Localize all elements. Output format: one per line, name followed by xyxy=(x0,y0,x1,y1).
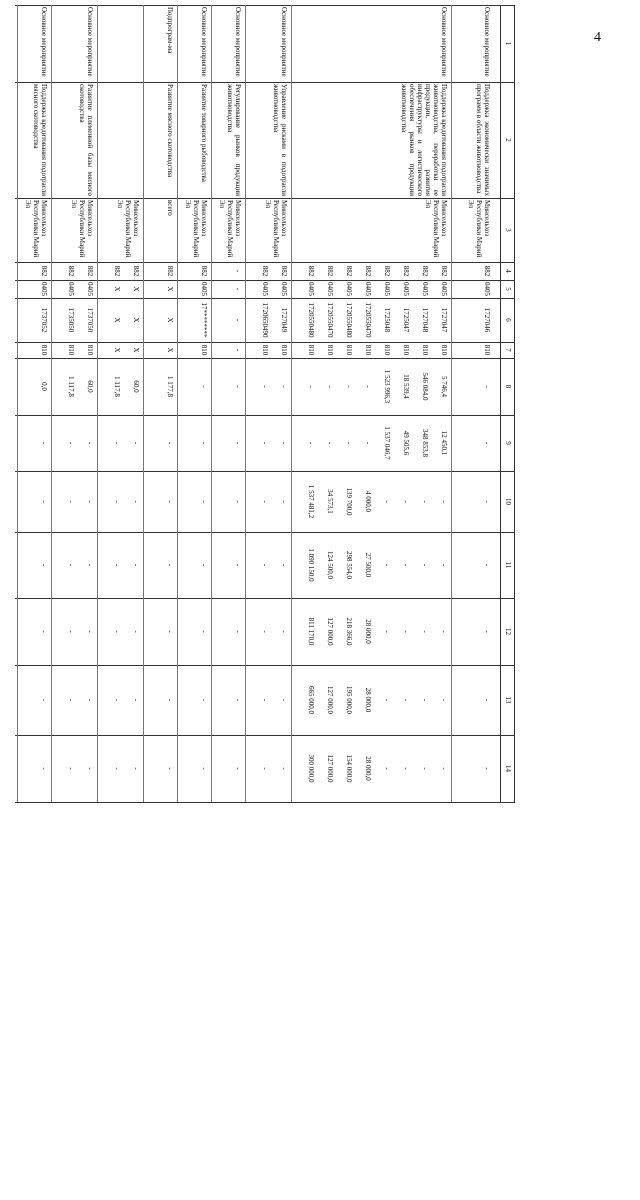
column-header: 5 xyxy=(504,287,512,291)
table-cell-c4: 882 xyxy=(166,265,174,277)
table-cell-c8: - xyxy=(483,385,491,388)
table-cell-c11: - xyxy=(234,563,242,567)
table-cell-c6: 1737052 xyxy=(40,307,48,333)
table-cell-c10: - xyxy=(421,500,429,503)
table-cell-c4: 882 xyxy=(326,265,334,277)
row-name-cell: Развитие товарного рыбоводства xyxy=(200,84,208,182)
table-cell-c8: 18 539,4 xyxy=(402,374,410,399)
table-cell-c14: - xyxy=(440,767,448,770)
table-cell-c4: - xyxy=(234,269,242,273)
table-cell-c5: 0405 xyxy=(261,282,269,296)
table-cell-c10: - xyxy=(40,500,48,503)
row-type-cell: Основное мероприятие xyxy=(200,7,208,77)
row-name-cell: Регулирование рынков продукции животноводства xyxy=(226,84,242,196)
table-cell-c13: 665 000,0 xyxy=(307,686,315,714)
table-cell-c9: - xyxy=(307,441,315,445)
table-cell-c4: 882 xyxy=(440,265,448,277)
table-cell-c6: 1720550470 xyxy=(326,302,334,338)
table-cell-c7: Х xyxy=(166,347,174,353)
table-cell-c7: 810 xyxy=(326,344,334,356)
table-cell-c6: Х xyxy=(166,317,174,323)
table-cell-c9: 49 505,6 xyxy=(402,430,410,456)
table-cell-c4: 882 xyxy=(113,265,121,277)
table-cell-c7: 810 xyxy=(261,344,269,356)
row-type-cell: Основное мероприятие xyxy=(234,7,242,77)
table-cell-c8: 1 177,8 xyxy=(166,376,174,397)
table-cell-c9: - xyxy=(200,441,208,445)
table-cell-c5: 0405 xyxy=(86,282,94,296)
table-cell-c13: 127 000,0 xyxy=(326,686,334,714)
table-cell-c6: 1720550470 xyxy=(364,302,372,338)
table-cell-c5: 0405 xyxy=(67,282,75,296)
table-cell-c13: 28 000,0 xyxy=(364,687,372,713)
table-cell-c10: - xyxy=(280,500,288,503)
column-line xyxy=(15,735,515,736)
table-cell-c4: 882 xyxy=(261,265,269,277)
table-cell-c13: - xyxy=(166,698,174,702)
table-cell-c13: - xyxy=(234,698,242,702)
row-separator xyxy=(143,5,144,802)
row-separator xyxy=(291,5,292,802)
table-cell-c8: - xyxy=(326,385,334,388)
table-cell-c14: - xyxy=(67,767,75,770)
table-cell-c13: - xyxy=(440,698,448,702)
column-line xyxy=(15,298,515,299)
table-cell-c12: - xyxy=(166,630,174,633)
table-cell-c9: - xyxy=(40,441,48,445)
row-type-cell: Основное мероприятие xyxy=(280,7,288,77)
table-cell-c8: - xyxy=(280,385,288,388)
table-cell-c11: - xyxy=(483,563,491,567)
table-cell-c11: - xyxy=(261,563,269,567)
table-cell-c14: - xyxy=(421,767,429,770)
table-cell-c10: - xyxy=(67,500,75,503)
row-separator xyxy=(245,5,246,802)
column-header: 1 xyxy=(504,41,512,46)
table-cell-c14: - xyxy=(86,767,94,770)
table-cell-c13: - xyxy=(280,698,288,702)
table-cell-c10: 139 700,0 xyxy=(345,487,353,516)
table-cell-c7: 810 xyxy=(345,344,353,356)
table-cell-c7: 810 xyxy=(307,344,315,356)
table-cell-c6: 1720550480 xyxy=(307,302,315,338)
table-cell-c8: 0,0 xyxy=(40,382,48,391)
table-cell-c10: - xyxy=(132,500,140,503)
table-cell-c14: 127 000,0 xyxy=(326,754,334,783)
table-cell-c9: - xyxy=(326,441,334,445)
row-executor-cell: Минсельхоз Республики Марий Эл xyxy=(467,200,491,258)
table-cell-c11: - xyxy=(113,563,121,567)
table-cell-c4: 882 xyxy=(307,265,315,277)
table-cell-c4: 882 xyxy=(200,265,208,277)
table-cell-c9: - xyxy=(364,441,372,445)
table-cell-c7: 810 xyxy=(280,344,288,356)
table-cell-c9: - xyxy=(86,441,94,445)
table-cell-c10: - xyxy=(113,500,121,503)
table-cell-c12: - xyxy=(483,630,491,633)
column-header: 13 xyxy=(504,696,512,704)
table-cell-c12: 218 366,0 xyxy=(345,617,353,646)
table-cell-c7: 810 xyxy=(383,344,391,356)
table-cell-c5: 0405 xyxy=(200,282,208,296)
table-cell-c11: - xyxy=(402,563,410,567)
table-cell-c6: 1720550480 xyxy=(345,302,353,338)
table-cell-c4: 882 xyxy=(364,265,372,277)
table-cell-c14: - xyxy=(383,767,391,770)
table-cell-c12: - xyxy=(113,630,121,633)
row-name-cell: Поддержка экономически значимых программ в области животноводства xyxy=(475,84,491,196)
column-header: 14 xyxy=(504,765,512,772)
column-line xyxy=(15,82,515,83)
row-type-cell: Подпрограм-ма xyxy=(166,7,174,54)
table-cell-c7: 810 xyxy=(67,344,75,356)
table-cell-c10: 34 573,1 xyxy=(326,489,334,514)
column-header: 4 xyxy=(504,269,512,273)
table-cell-c12: - xyxy=(280,630,288,633)
row-type-cell: Основное мероприятие xyxy=(440,7,448,77)
row-type-cell: Основное мероприятие xyxy=(483,7,491,77)
table-cell-c13: 195 000,0 xyxy=(345,686,353,714)
column-line xyxy=(15,198,515,199)
column-header: 9 xyxy=(504,441,512,445)
table-cell-c5: Х xyxy=(166,286,174,292)
table-cell-c13: - xyxy=(383,698,391,702)
table-cell-c6: 1727047 xyxy=(440,307,448,333)
budget-table xyxy=(15,0,515,1200)
table-cell-c5: 0405 xyxy=(326,282,334,296)
table-cell-c8: 1 117,8 xyxy=(67,376,75,397)
table-cell-c9: 348 853,8 xyxy=(421,429,429,457)
table-cell-c6: 1735050 xyxy=(67,307,75,333)
table-cell-c14: - xyxy=(166,767,174,770)
table-cell-c10: - xyxy=(234,500,242,503)
header-top-line xyxy=(514,5,515,802)
table-cell-c11: - xyxy=(383,563,391,567)
table-cell-c6: 1725047 xyxy=(402,307,410,333)
row-executor-cell: Минсельхоз Республики Марий Эл xyxy=(70,200,94,258)
table-cell-c14: - xyxy=(40,767,48,770)
column-header: 7 xyxy=(504,348,512,352)
table-cell-c13: - xyxy=(261,698,269,702)
table-cell-c13: - xyxy=(113,698,121,702)
table-cell-c5: 0405 xyxy=(483,282,491,296)
table-cell-c8: - xyxy=(364,385,372,388)
table-cell-c11: - xyxy=(280,563,288,567)
table-cell-c12: 28 000,0 xyxy=(364,619,372,644)
table-cell-c11: 1 090 150,0 xyxy=(307,548,315,582)
table-cell-c8: - xyxy=(234,385,242,388)
row-name-cell: Развитие племенной базы мясного скотоводства xyxy=(78,84,94,196)
row-executor-cell: Минсельхоз Республики Марий Эл xyxy=(184,200,208,258)
table-cell-c13: - xyxy=(67,698,75,702)
table-cell-c4: 882 xyxy=(402,265,410,277)
column-line xyxy=(15,802,515,803)
table-cell-c10: 1 537 481,2 xyxy=(307,484,315,519)
table-cell-c11: 27 500,0 xyxy=(364,552,372,578)
column-line xyxy=(15,280,515,281)
table-cell-c12: - xyxy=(421,630,429,633)
row-executor-cell: Минсельхоз Республики Марий Эл xyxy=(116,200,140,258)
table-cell-c7: - xyxy=(234,348,242,352)
column-line xyxy=(15,415,515,416)
row-executor-cell: всего xyxy=(166,200,174,216)
row-name-cell: Поддержка кредитования подотрасли мясного скотоводства xyxy=(32,84,48,196)
table-cell-c5: - xyxy=(234,287,242,291)
table-cell-c9: 1 537 046,7 xyxy=(383,426,391,460)
table-cell-c13: - xyxy=(86,698,94,702)
table-cell-c7: 810 xyxy=(86,344,94,356)
table-cell-c14: - xyxy=(402,767,410,770)
table-cell-c11: - xyxy=(40,563,48,567)
table-cell-c12: - xyxy=(234,630,242,633)
table-cell-c12: - xyxy=(440,630,448,633)
table-cell-c7: 810 xyxy=(421,344,429,356)
table-cell-c13: - xyxy=(200,698,208,702)
column-line xyxy=(15,5,515,6)
table-cell-c4: 882 xyxy=(67,265,75,277)
column-line xyxy=(15,342,515,343)
table-cell-c13: - xyxy=(40,698,48,702)
row-separator xyxy=(211,5,212,802)
column-line xyxy=(15,598,515,599)
table-cell-c10: - xyxy=(483,500,491,503)
table-cell-c12: 127 000,0 xyxy=(326,617,334,646)
table-cell-c11: - xyxy=(440,563,448,567)
table-cell-c5: 0405 xyxy=(345,282,353,296)
table-cell-c11: - xyxy=(166,563,174,567)
table-cell-c7: 810 xyxy=(402,344,410,356)
table-cell-c10: - xyxy=(402,500,410,503)
table-cell-c10: - xyxy=(440,500,448,503)
table-cell-c12: - xyxy=(86,630,94,633)
table-cell-c8: 60,0 xyxy=(132,380,140,393)
table-cell-c11: - xyxy=(86,563,94,567)
table-cell-c4: 882 xyxy=(483,265,491,277)
column-header: 6 xyxy=(504,318,512,322)
table-cell-c13: - xyxy=(402,698,410,702)
table-cell-c8: 1 523 996,3 xyxy=(383,369,391,404)
table-cell-c12: - xyxy=(67,630,75,633)
table-cell-c10: - xyxy=(86,500,94,503)
table-cell-c6: Х xyxy=(132,317,140,323)
table-cell-c14: 28 000,0 xyxy=(364,756,372,781)
table-cell-c13: - xyxy=(421,698,429,702)
table-cell-c5: Х xyxy=(132,286,140,292)
row-type-cell: Основное мероприятие xyxy=(86,7,94,77)
row-executor-cell: Минсельхоз Республики Марий Эл xyxy=(24,200,48,258)
row-executor-cell: Минсельхоз Республики Марий Эл xyxy=(218,200,242,258)
column-header: 8 xyxy=(504,384,512,389)
table-cell-c10: - xyxy=(261,500,269,503)
table-cell-c7: 810 xyxy=(40,344,48,356)
table-cell-c14: - xyxy=(483,767,491,770)
table-cell-c14: - xyxy=(132,767,140,770)
table-cell-c8: - xyxy=(307,385,315,388)
column-line xyxy=(15,665,515,666)
table-cell-c9: - xyxy=(483,441,491,445)
table-cell-c7: 810 xyxy=(200,344,208,356)
table-cell-c7: 810 xyxy=(364,344,372,356)
table-cell-c6: 1727049 xyxy=(280,307,288,333)
row-separator xyxy=(17,5,18,802)
table-cell-c6: 1727046 xyxy=(483,307,491,333)
table-cell-c8: 5 746,4 xyxy=(440,376,448,397)
table-cell-c11: - xyxy=(421,563,429,567)
table-cell-c9: - xyxy=(234,441,242,445)
table-cell-c6: 1737050 xyxy=(86,307,94,333)
table-cell-c12: - xyxy=(402,630,410,633)
column-line xyxy=(15,262,515,263)
table-cell-c4: 882 xyxy=(86,265,94,277)
table-cell-c12: - xyxy=(200,630,208,633)
column-header: 10 xyxy=(504,498,512,505)
table-cell-c8: 1 117,8 xyxy=(113,376,121,397)
table-cell-c11: - xyxy=(132,563,140,567)
column-header: 2 xyxy=(504,138,512,142)
table-cell-c4: 882 xyxy=(383,265,391,277)
table-cell-c4: 882 xyxy=(132,265,140,277)
column-line xyxy=(15,358,515,359)
table-cell-c8: 60,0 xyxy=(86,380,94,393)
table-cell-c11: 124 500,0 xyxy=(326,551,334,579)
table-cell-c5: Х xyxy=(113,286,121,292)
row-name-cell: Поддержка кредитования подотрасли животноводства, переработки ее продукции, развития инфраструктуры и логистического обеспечения рынков продукции животноводства xyxy=(400,84,448,196)
table-cell-c12: - xyxy=(132,630,140,633)
table-cell-c4: 882 xyxy=(280,265,288,277)
column-header: 3 xyxy=(504,228,512,232)
table-cell-c4: 882 xyxy=(345,265,353,277)
table-cell-c5: 0405 xyxy=(383,282,391,296)
row-name-cell: Развитие мясного скотоводства xyxy=(166,84,174,178)
row-separator xyxy=(51,5,52,802)
table-cell-c10: - xyxy=(383,500,391,503)
table-cell-c9: - xyxy=(261,441,269,445)
page-number: 4 xyxy=(594,30,601,45)
table-cell-c11: - xyxy=(67,563,75,567)
table-cell-c6: 17******** xyxy=(200,302,208,338)
table-cell-c5: 0405 xyxy=(307,282,315,296)
column-header: 11 xyxy=(504,561,512,569)
table-cell-c9: - xyxy=(113,441,121,445)
table-cell-c11: - xyxy=(200,563,208,567)
table-cell-c6: 1725048 xyxy=(383,307,391,333)
table-cell-c14: - xyxy=(280,767,288,770)
table-cell-c7: Х xyxy=(113,347,121,353)
table-cell-c9: - xyxy=(166,441,174,445)
table-cell-c14: - xyxy=(261,767,269,770)
table-cell-c10: - xyxy=(200,500,208,503)
row-separator xyxy=(177,5,178,802)
row-executor-cell: Минсельхоз Республики Марий Эл xyxy=(424,200,448,258)
header-bottom-line xyxy=(500,5,501,802)
table-cell-c11: 298 554,0 xyxy=(345,551,353,579)
table-cell-c5: 0405 xyxy=(364,282,372,296)
table-cell-c8: - xyxy=(345,385,353,388)
table-cell-c4: 882 xyxy=(40,265,48,277)
table-cell-c5: 0405 xyxy=(280,282,288,296)
table-cell-c6: - xyxy=(234,318,242,322)
table-cell-c9: - xyxy=(280,441,288,445)
table-cell-c9: 12 450,1 xyxy=(440,430,448,456)
column-line xyxy=(15,471,515,472)
table-cell-c5: 0405 xyxy=(402,282,410,296)
table-cell-c14: 300 000,0 xyxy=(307,754,315,783)
table-cell-c8: - xyxy=(261,385,269,388)
table-cell-c5: 0405 xyxy=(421,282,429,296)
table-cell-c9: - xyxy=(345,441,353,445)
table-cell-c4: 882 xyxy=(421,265,429,277)
row-separator xyxy=(97,5,98,802)
table-cell-c13: - xyxy=(483,698,491,702)
row-executor-cell: Минсельхоз Республики Марий Эл xyxy=(264,200,288,258)
table-cell-c14: - xyxy=(234,767,242,770)
table-cell-c9: - xyxy=(67,441,75,445)
row-separator xyxy=(451,5,452,802)
row-type-cell: Основное мероприятие xyxy=(40,7,48,77)
table-cell-c14: - xyxy=(200,767,208,770)
column-header: 12 xyxy=(504,628,512,635)
table-cell-c14: - xyxy=(113,767,121,770)
table-cell-c13: - xyxy=(132,698,140,702)
table-cell-c6: Х xyxy=(113,317,121,323)
table-cell-c6: 1727048 xyxy=(421,307,429,333)
table-cell-c12: - xyxy=(383,630,391,633)
row-name-cell: Управление рисками в подотрасли животноводства xyxy=(272,84,288,196)
table-cell-c12: 811 170,0 xyxy=(307,617,315,646)
table-cell-c7: 810 xyxy=(440,344,448,356)
table-cell-c10: 4 000,0 xyxy=(364,491,372,512)
table-cell-c5: 0405 xyxy=(40,282,48,296)
table-cell-c10: - xyxy=(166,500,174,503)
column-line xyxy=(15,532,515,533)
table-cell-c8: 546 084,0 xyxy=(421,372,429,401)
table-cell-c7: 810 xyxy=(483,344,491,356)
table-cell-c12: - xyxy=(40,630,48,633)
table-cell-c14: 154 000,0 xyxy=(345,754,353,783)
table-cell-c5: 0405 xyxy=(440,282,448,296)
table-cell-c9: - xyxy=(132,441,140,445)
table-cell-c8: - xyxy=(200,385,208,388)
table-cell-c6: 1720650490 xyxy=(261,302,269,338)
table-cell-c12: - xyxy=(261,630,269,633)
table-cell-c7: Х xyxy=(132,347,140,353)
